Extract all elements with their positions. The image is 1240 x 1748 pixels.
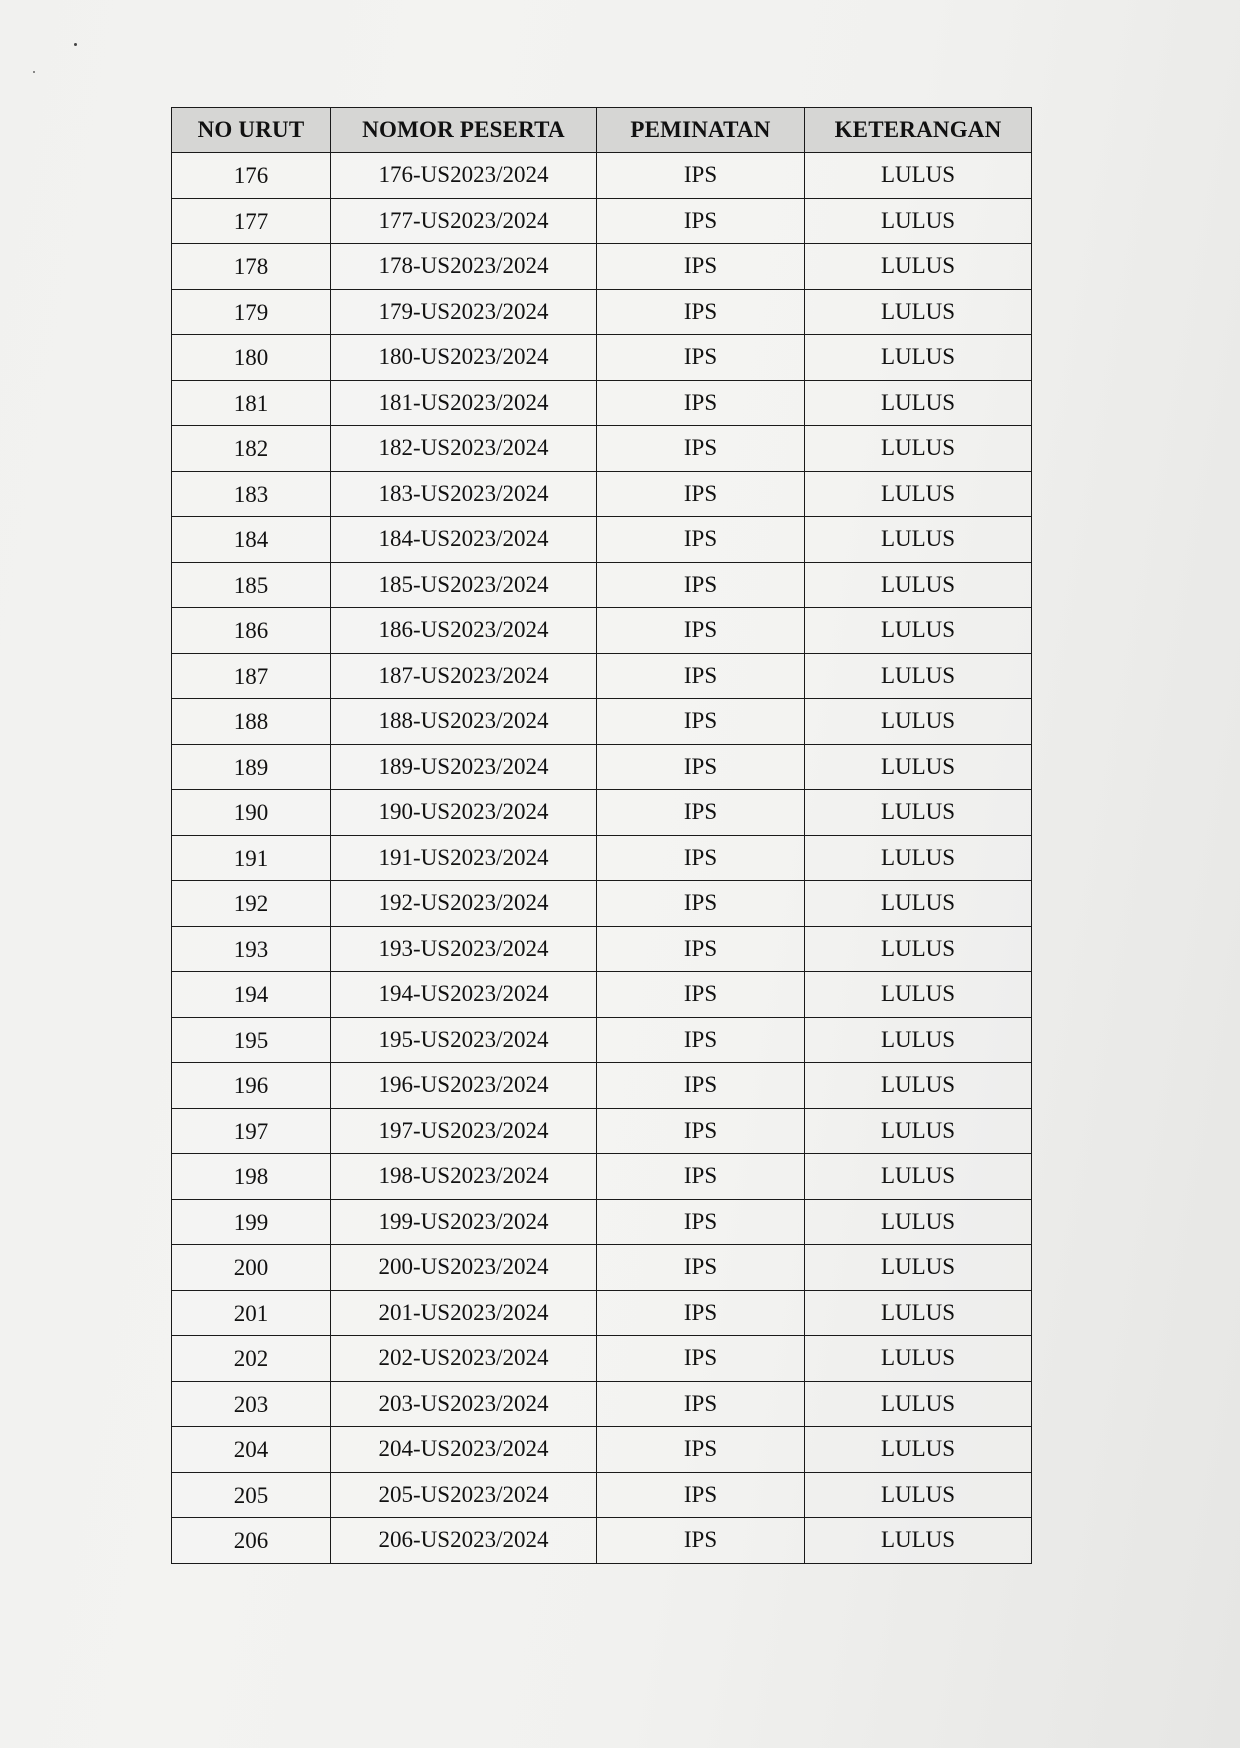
cell-no-urut: 183 [172,471,331,517]
cell-peminatan: IPS [597,198,805,244]
table-row [172,1290,1032,1336]
cell-no-urut: 185 [172,562,331,608]
cell-peminatan: IPS [597,244,805,290]
cell-nomor-peserta: 187-US2023/2024 [331,653,597,699]
paper-speck [74,43,77,46]
table-row [172,699,1032,745]
cell-nomor-peserta: 179-US2023/2024 [331,289,597,335]
cell-nomor-peserta: 177-US2023/2024 [331,198,597,244]
table-row [172,471,1032,517]
cell-nomor-peserta: 196-US2023/2024 [331,1063,597,1109]
cell-keterangan: LULUS [805,972,1032,1018]
cell-keterangan: LULUS [805,1245,1032,1291]
cell-peminatan: IPS [597,653,805,699]
cell-no-urut: 188 [172,699,331,745]
cell-peminatan: IPS [597,1518,805,1564]
cell-peminatan: IPS [597,1063,805,1109]
cell-keterangan: LULUS [805,289,1032,335]
table-row [172,1199,1032,1245]
cell-peminatan: IPS [597,835,805,881]
cell-no-urut: 206 [172,1518,331,1564]
cell-peminatan: IPS [597,1199,805,1245]
cell-peminatan: IPS [597,289,805,335]
cell-no-urut: 197 [172,1108,331,1154]
cell-peminatan: IPS [597,380,805,426]
cell-nomor-peserta: 186-US2023/2024 [331,608,597,654]
cell-keterangan: LULUS [805,699,1032,745]
cell-keterangan: LULUS [805,426,1032,472]
cell-keterangan: LULUS [805,1108,1032,1154]
cell-no-urut: 187 [172,653,331,699]
table-row [172,1427,1032,1473]
table-row [172,153,1032,199]
cell-nomor-peserta: 202-US2023/2024 [331,1336,597,1382]
table-row [172,562,1032,608]
header-keterangan: KETERANGAN [805,108,1032,153]
cell-keterangan: LULUS [805,1518,1032,1564]
header-peminatan: PEMINATAN [597,108,805,153]
cell-peminatan: IPS [597,1336,805,1382]
cell-keterangan: LULUS [805,1017,1032,1063]
cell-peminatan: IPS [597,608,805,654]
cell-no-urut: 204 [172,1427,331,1473]
table-row [172,972,1032,1018]
cell-keterangan: LULUS [805,1199,1032,1245]
table-row [172,244,1032,290]
header-nomor-peserta: NOMOR PESERTA [331,108,597,153]
cell-no-urut: 179 [172,289,331,335]
cell-no-urut: 178 [172,244,331,290]
cell-keterangan: LULUS [805,1472,1032,1518]
cell-nomor-peserta: 204-US2023/2024 [331,1427,597,1473]
cell-peminatan: IPS [597,1154,805,1200]
cell-no-urut: 201 [172,1290,331,1336]
cell-nomor-peserta: 200-US2023/2024 [331,1245,597,1291]
cell-no-urut: 186 [172,608,331,654]
results-table [171,107,1032,1564]
table-row [172,608,1032,654]
cell-peminatan: IPS [597,972,805,1018]
cell-no-urut: 198 [172,1154,331,1200]
table-row [172,426,1032,472]
cell-keterangan: LULUS [805,608,1032,654]
cell-keterangan: LULUS [805,562,1032,608]
cell-nomor-peserta: 205-US2023/2024 [331,1472,597,1518]
table-row [172,1518,1032,1564]
cell-no-urut: 193 [172,926,331,972]
cell-no-urut: 200 [172,1245,331,1291]
table-row [172,198,1032,244]
cell-no-urut: 205 [172,1472,331,1518]
table-header [172,108,1032,153]
cell-peminatan: IPS [597,1427,805,1473]
cell-peminatan: IPS [597,926,805,972]
cell-keterangan: LULUS [805,790,1032,836]
cell-nomor-peserta: 193-US2023/2024 [331,926,597,972]
cell-keterangan: LULUS [805,881,1032,927]
cell-peminatan: IPS [597,426,805,472]
cell-no-urut: 189 [172,744,331,790]
cell-peminatan: IPS [597,471,805,517]
table-body [172,153,1032,1564]
cell-keterangan: LULUS [805,835,1032,881]
cell-nomor-peserta: 199-US2023/2024 [331,1199,597,1245]
table-row [172,1245,1032,1291]
table-row [172,1108,1032,1154]
header-no-urut: NO URUT [172,108,331,153]
table-row [172,1063,1032,1109]
cell-no-urut: 180 [172,335,331,381]
paper-speck [33,71,35,73]
cell-peminatan: IPS [597,1245,805,1291]
table-row [172,1472,1032,1518]
cell-peminatan: IPS [597,1472,805,1518]
cell-keterangan: LULUS [805,153,1032,199]
cell-nomor-peserta: 185-US2023/2024 [331,562,597,608]
cell-nomor-peserta: 206-US2023/2024 [331,1518,597,1564]
cell-nomor-peserta: 194-US2023/2024 [331,972,597,1018]
cell-nomor-peserta: 189-US2023/2024 [331,744,597,790]
table-row [172,1017,1032,1063]
cell-no-urut: 202 [172,1336,331,1382]
header-row [172,108,1032,153]
cell-no-urut: 176 [172,153,331,199]
cell-nomor-peserta: 203-US2023/2024 [331,1381,597,1427]
table-row [172,1154,1032,1200]
cell-nomor-peserta: 180-US2023/2024 [331,335,597,381]
table-row [172,790,1032,836]
table-row [172,1381,1032,1427]
cell-no-urut: 203 [172,1381,331,1427]
cell-keterangan: LULUS [805,744,1032,790]
table-row [172,1336,1032,1382]
table-row [172,881,1032,927]
cell-no-urut: 190 [172,790,331,836]
cell-keterangan: LULUS [805,1063,1032,1109]
table-row [172,744,1032,790]
cell-nomor-peserta: 191-US2023/2024 [331,835,597,881]
cell-keterangan: LULUS [805,1336,1032,1382]
cell-nomor-peserta: 195-US2023/2024 [331,1017,597,1063]
cell-peminatan: IPS [597,517,805,563]
cell-nomor-peserta: 181-US2023/2024 [331,380,597,426]
cell-nomor-peserta: 201-US2023/2024 [331,1290,597,1336]
cell-keterangan: LULUS [805,380,1032,426]
cell-keterangan: LULUS [805,926,1032,972]
cell-keterangan: LULUS [805,1427,1032,1473]
cell-peminatan: IPS [597,1381,805,1427]
cell-nomor-peserta: 182-US2023/2024 [331,426,597,472]
table-row [172,289,1032,335]
cell-nomor-peserta: 176-US2023/2024 [331,153,597,199]
cell-nomor-peserta: 188-US2023/2024 [331,699,597,745]
cell-keterangan: LULUS [805,335,1032,381]
cell-no-urut: 195 [172,1017,331,1063]
cell-peminatan: IPS [597,1290,805,1336]
cell-nomor-peserta: 198-US2023/2024 [331,1154,597,1200]
table-row [172,335,1032,381]
cell-keterangan: LULUS [805,471,1032,517]
cell-peminatan: IPS [597,744,805,790]
cell-keterangan: LULUS [805,198,1032,244]
cell-keterangan: LULUS [805,517,1032,563]
cell-no-urut: 191 [172,835,331,881]
table-row [172,653,1032,699]
cell-nomor-peserta: 197-US2023/2024 [331,1108,597,1154]
cell-no-urut: 194 [172,972,331,1018]
cell-peminatan: IPS [597,562,805,608]
cell-keterangan: LULUS [805,1290,1032,1336]
cell-no-urut: 196 [172,1063,331,1109]
cell-no-urut: 182 [172,426,331,472]
cell-nomor-peserta: 184-US2023/2024 [331,517,597,563]
cell-keterangan: LULUS [805,1154,1032,1200]
cell-keterangan: LULUS [805,653,1032,699]
cell-no-urut: 184 [172,517,331,563]
table-row [172,835,1032,881]
cell-nomor-peserta: 183-US2023/2024 [331,471,597,517]
cell-nomor-peserta: 178-US2023/2024 [331,244,597,290]
cell-peminatan: IPS [597,153,805,199]
cell-peminatan: IPS [597,699,805,745]
table-row [172,517,1032,563]
cell-no-urut: 177 [172,198,331,244]
cell-no-urut: 192 [172,881,331,927]
cell-peminatan: IPS [597,1108,805,1154]
cell-nomor-peserta: 192-US2023/2024 [331,881,597,927]
cell-nomor-peserta: 190-US2023/2024 [331,790,597,836]
cell-peminatan: IPS [597,790,805,836]
cell-peminatan: IPS [597,1017,805,1063]
cell-peminatan: IPS [597,335,805,381]
table-row [172,380,1032,426]
cell-no-urut: 181 [172,380,331,426]
cell-keterangan: LULUS [805,1381,1032,1427]
table-row [172,926,1032,972]
cell-no-urut: 199 [172,1199,331,1245]
cell-peminatan: IPS [597,881,805,927]
cell-keterangan: LULUS [805,244,1032,290]
